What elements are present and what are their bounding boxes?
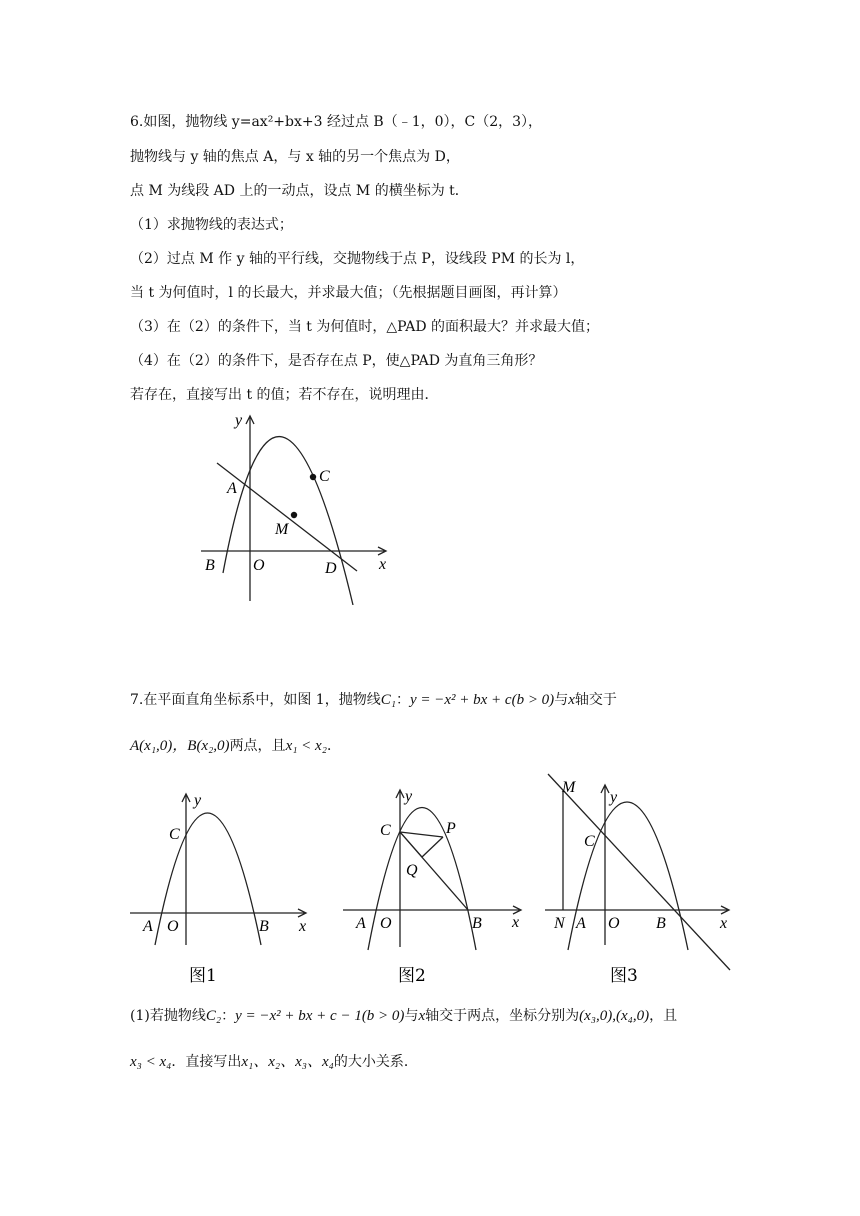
fig2-label-p: P (446, 820, 456, 837)
q7-intro-b: 与 (554, 692, 569, 708)
q7-condition: x₁ < x₂ (285, 738, 327, 754)
q7-figure-1 (125, 785, 320, 990)
fig2-segment-cq (400, 832, 422, 857)
q7-intro-d: 两点，且 (229, 738, 286, 754)
q7-c2-name: C₂ (205, 1008, 222, 1024)
fig1-label-b: B (259, 918, 269, 935)
q7-line-2 (130, 736, 341, 756)
fig2-label-y: y (405, 788, 413, 805)
fig2-segment-cp (400, 832, 443, 837)
q7-points: A(x₁,0)，B(x₂,0) (130, 738, 230, 754)
fig2-label-c: C (380, 822, 391, 839)
q6-part-4-cont: 若存在，直接写出 t 的值；若不存在，说明理由． (130, 387, 439, 403)
fig2-caption: 图2 (398, 966, 426, 986)
fig1-label-c: C (169, 826, 180, 843)
q6-line-1: 6.如图，抛物线 y=ax²+bx+3 经过点 B（﹣1，0），C（2，3）， (130, 114, 543, 130)
fig2-segment-pq (422, 837, 443, 857)
fig1-label-o: O (167, 918, 179, 935)
q6-label-y: y (235, 412, 243, 429)
q7-sub1-line-1 (130, 1006, 677, 1026)
q7-sub1-b: 与 (404, 1008, 419, 1024)
fig3-caption: 图3 (610, 966, 638, 986)
q6-label-m: M (275, 521, 289, 538)
q6-line-3: 点 M 为线段 AD 上的一动点，设点 M 的横坐标为 t． (130, 183, 469, 199)
fig1-label-a: A (143, 918, 153, 935)
q6-label-x: x (379, 556, 387, 573)
q7-intro-c: 轴交于 (574, 692, 617, 708)
fig2-label-q: Q (406, 862, 418, 879)
fig3-line-mb (548, 774, 730, 970)
q6-figure (195, 405, 400, 605)
q6-label-o: O (253, 557, 265, 574)
q7-sub1-f: 的大小关系． (333, 1054, 418, 1070)
q6-point-m (291, 512, 297, 518)
q6-part-2: （2）过点 M 作 y 轴的平行线，交抛物线于点 P，设线段 PM 的长为 l， (130, 251, 585, 267)
q7-c1-name: C₁ (380, 692, 396, 708)
q7-sub1-e: ．直接写出 (171, 1054, 242, 1070)
fig3-label-y: y (610, 789, 618, 806)
q6-part-3: （3）在（2）的条件下，当 t 为何值时，△PAD 的面积最大？并求最大值； (130, 319, 600, 335)
q6-line-ad (217, 463, 357, 571)
q6-label-a: A (227, 480, 237, 497)
q7-sub1-a: (1)若抛物线 (130, 1008, 206, 1024)
q6-line-2: 抛物线与 y 轴的焦点 A，与 x 轴的另一个焦点为 D， (130, 149, 460, 165)
q7-line-1 (130, 690, 617, 710)
q6-part-4: （4）在（2）的条件下，是否存在点 P，使△PAD 为直角三角形？ (130, 353, 543, 369)
q7-c2-equation: y = −x² + bx + c − 1(b > 0) (235, 1008, 405, 1024)
q7-sub1-points: (x₃,0),(x₄,0) (579, 1008, 650, 1024)
q6-label-d: D (325, 560, 337, 577)
q6-point-c (310, 474, 316, 480)
fig2-label-b: B (472, 915, 482, 932)
fig3-label-o: O (608, 915, 620, 932)
fig2-label-o: O (380, 915, 392, 932)
fig3-label-a: A (576, 915, 586, 932)
q7-c1-equation: y = −x² + bx + c(b > 0) (409, 692, 555, 708)
fig1-label-y: y (194, 792, 202, 809)
q7-sub1-d: ，且 (649, 1008, 678, 1024)
fig1-caption: 图1 (189, 966, 217, 986)
q7-sub1-line-2 (130, 1052, 418, 1072)
q6-part-2-cont: 当 t 为何值时，l 的长最大，并求最大值；（先根据题目画图，再计算） (130, 285, 567, 301)
fig1-label-x: x (299, 918, 307, 935)
fig3-label-c: C (584, 833, 595, 850)
q7-figure-3 (540, 770, 740, 990)
q7-period: ． (326, 738, 341, 754)
q7-x-var: x (568, 692, 575, 708)
q7-sub1-vars: x₁、x₂、x₃、x₄ (241, 1054, 334, 1070)
fig3-label-x: x (720, 915, 728, 932)
fig3-label-m: M (562, 779, 576, 796)
q7-figure-2 (338, 785, 533, 990)
q7-sub1-condition: x₃ < x₄ (130, 1054, 172, 1070)
q6-label-c: C (319, 468, 330, 485)
q7-colon: ： (395, 692, 410, 708)
fig2-label-a: A (356, 915, 366, 932)
fig3-parabola (568, 802, 688, 950)
q7-intro-a: 7.在平面直角坐标系中，如图 1，抛物线 (130, 692, 381, 708)
fig2-label-x: x (512, 914, 520, 931)
fig3-label-b: B (656, 915, 666, 932)
fig3-label-n: N (554, 915, 565, 932)
q7-sub1-x-var: x (418, 1008, 426, 1024)
q6-label-b: B (205, 557, 215, 574)
q7-sub1-c: 轴交于两点，坐标分别为 (425, 1008, 580, 1024)
q6-part-1: （1）求抛物线的表达式； (130, 217, 293, 233)
q7-sub1-colon: ： (221, 1008, 236, 1024)
